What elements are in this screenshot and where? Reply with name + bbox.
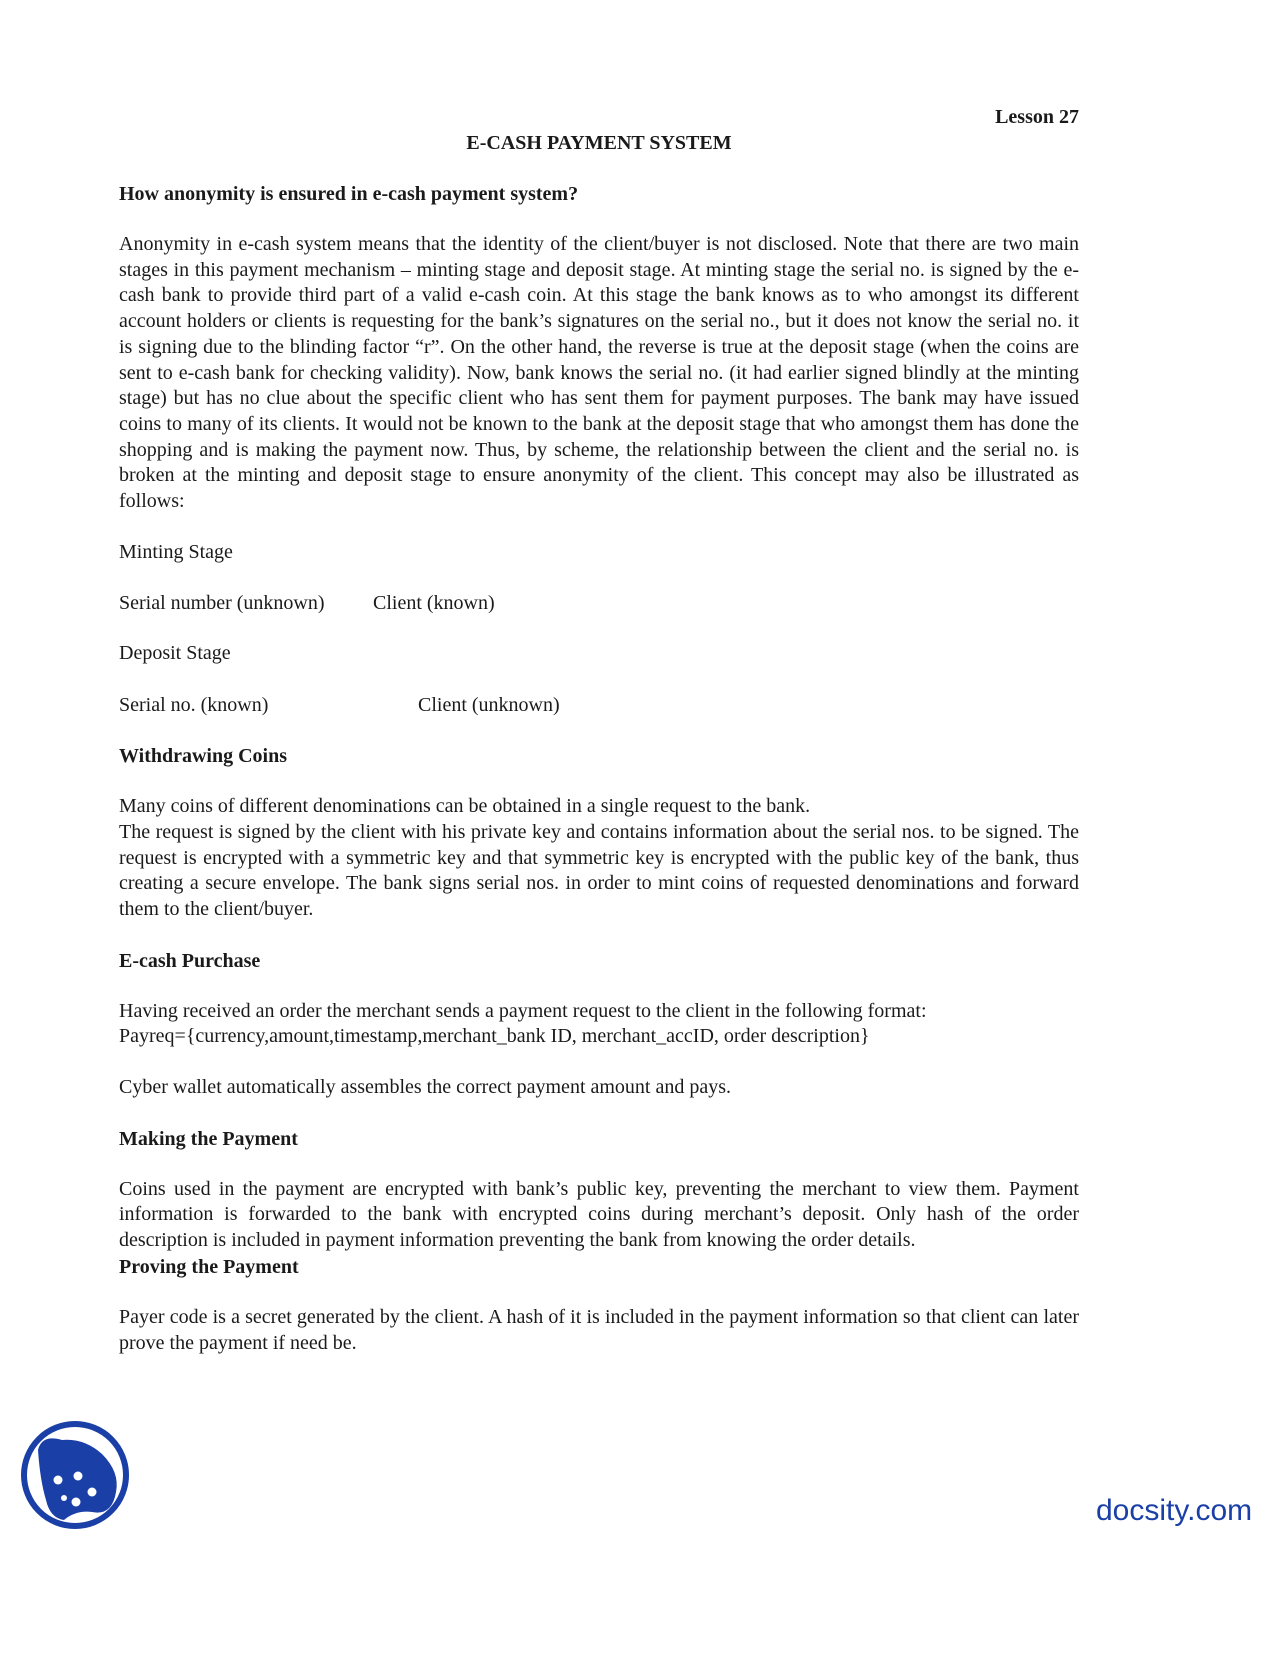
spacer xyxy=(119,923,1079,948)
spacer xyxy=(119,974,1079,999)
spacer xyxy=(119,1101,1079,1126)
spacer xyxy=(119,565,1079,590)
document-page xyxy=(119,104,1079,1356)
paragraph-withdrawing-1: Many coins of different denominations can be obtained in a single request to the bank. xyxy=(119,795,811,818)
paragraph-purchase-1: Having received an order the merchant sends a payment request to the client in the following format: xyxy=(119,999,927,1022)
minting-stage-row xyxy=(119,590,1079,616)
spacer xyxy=(119,156,1079,181)
paragraph-purchase-3: Cyber wallet automatically assembles the correct payment amount and pays. xyxy=(119,1076,732,1099)
section-heading-purchase: E-cash Purchase xyxy=(119,949,261,972)
spacer xyxy=(119,718,1079,743)
paragraph-anonymity: Anonymity in e-cash system means that the identity of the client/buyer is not disclosed. Note that there are two main stages in this payment mechanism – minting stage and deposit stage. At minting stage the serial no. is signed by the e-cash bank to provide third part of a valid e-cash coin. At this stage the bank knows as to who amongst its different account holders or clients is requesting for the bank’s signatures on the serial no., but it does not know the serial no. it is signing due to the blinding factor “r”. On the other hand, the reverse is true at the deposit stage (when the coins are sent to e-cash bank for checking validity). Now, bank knows the serial no. (it had earlier signed blindly at the minting stage) but has no clue about the specific client who has sent them for payment purposes. The bank may have issued coins to many of its clients. It would not be known to the bank at the deposit stage that who amongst them has done the shopping and is making the payment now. Thus, by scheme, the relationship between the client and the serial no. is broken at the minting and deposit stage to ensure anonymity of the client. This concept may also be illustrated as follows: xyxy=(119,233,1079,513)
section-heading-proving: Proving the Payment xyxy=(119,1255,299,1278)
payreq-format: Payreq={currency,amount,timestamp,merchant_bank ID, merchant_accID, order description} xyxy=(119,1025,870,1048)
brand-link[interactable]: docsity.com xyxy=(1096,1494,1253,1527)
deposit-serial: Serial no. (known) xyxy=(119,694,269,717)
section-heading-withdrawing: Withdrawing Coins xyxy=(119,745,288,768)
deposit-client: Client (unknown) xyxy=(418,694,560,717)
paragraph-proving: Payer code is a secret generated by the client. A hash of it is included in the payment information so that client can later prove the payment if need be. xyxy=(119,1305,1079,1354)
deposit-stage-row xyxy=(119,692,1079,718)
spacer xyxy=(119,667,1079,692)
minting-client: Client (known) xyxy=(373,592,495,615)
section-heading-anonymity: How anonymity is ensured in e-cash payment system? xyxy=(119,183,579,205)
spacer xyxy=(119,769,1079,794)
paragraph-withdrawing-2: The request is signed by the client with his private key and contains information about the serial nos. to be signed. The request is encrypted with a symmetric key and that symmetric key is encrypted with the public key of the bank, thus creating a secure envelope. The bank signs serial nos. in order to mint coins of requested denominations and forward them to the client/buyer. xyxy=(119,820,1079,920)
paragraph-making: Coins used in the payment are encrypted with bank’s public key, preventing the merchant to view them. Payment information is forwarded to the bank with encrypted coins during merchant’s deposit. Only hash of the order description is included in payment information preventing the bank from knowing the order details. xyxy=(119,1177,1079,1252)
minting-serial: Serial number (unknown) xyxy=(119,592,325,615)
spacer xyxy=(119,207,1079,232)
deposit-stage-label: Deposit Stage xyxy=(119,642,231,665)
spacer xyxy=(119,515,1079,540)
section-heading-making: Making the Payment xyxy=(119,1127,298,1150)
spacer xyxy=(119,1152,1079,1177)
spacer xyxy=(119,1050,1079,1075)
lesson-number: Lesson 27 xyxy=(995,106,1079,128)
spacer xyxy=(119,1280,1079,1305)
spacer xyxy=(119,616,1079,641)
docsity-logo-icon xyxy=(20,1420,130,1530)
minting-stage-label: Minting Stage xyxy=(119,540,233,563)
page-title: E-CASH PAYMENT SYSTEM xyxy=(466,132,732,154)
